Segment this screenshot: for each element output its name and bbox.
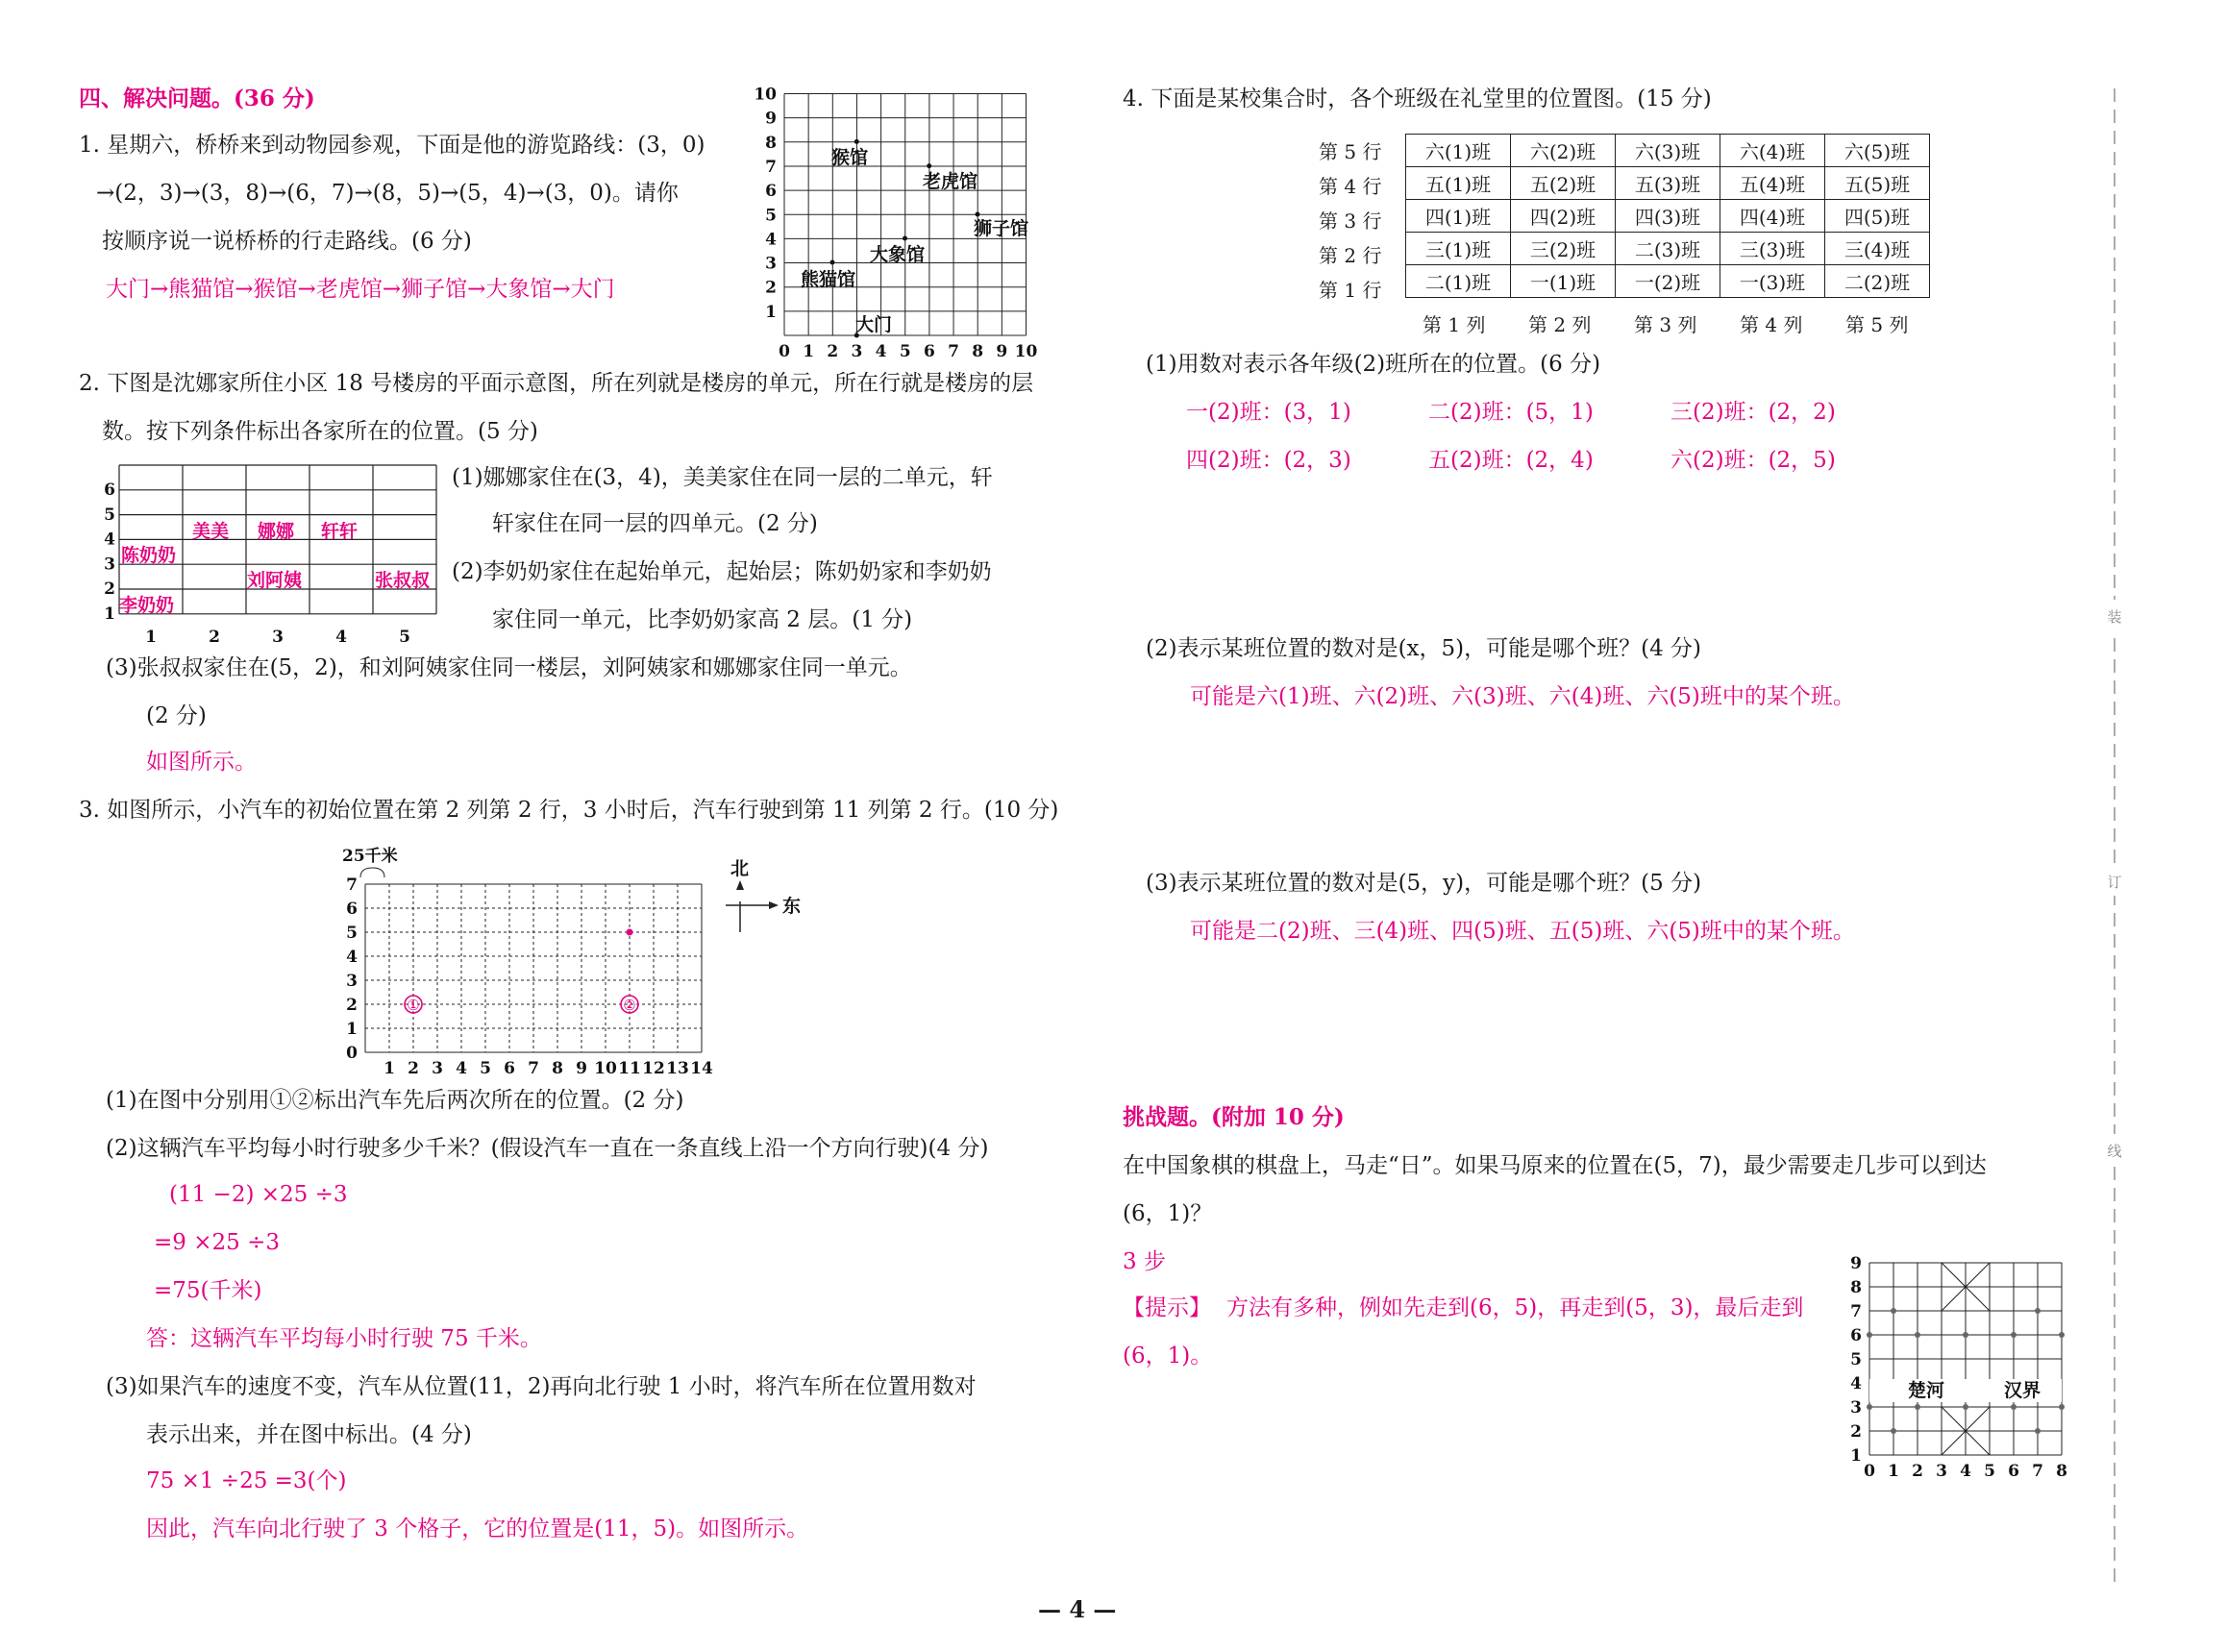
zoo-x-tick: 8: [972, 342, 984, 361]
class-cell: 四(1)班: [1406, 200, 1511, 233]
board-point: [1915, 1332, 1920, 1338]
q2-cond-2a: (2)李奶奶家住在起始单元，起始层；陈奶奶家和李奶奶: [452, 559, 992, 584]
class-cell: 一(1)班: [1511, 265, 1616, 298]
challenge-heading: 挑战题。(附加 10 分): [1123, 1104, 1345, 1130]
q4-answer-2: 可能是六(1)班、六(2)班、六(3)班、六(4)班、六(5)班中的某个班。: [1190, 684, 1855, 709]
class-row: [1406, 265, 1930, 298]
q2-cond-3b: (2 分): [146, 703, 207, 728]
class-cell: 五(4)班: [1720, 167, 1825, 200]
car-x-tick: 11: [618, 1059, 641, 1078]
board-point: [2035, 1428, 2041, 1434]
chess-y-tick: 5: [1850, 1350, 1862, 1369]
q3-calc-5: 75 ×1 ÷25 =3(个): [146, 1468, 347, 1493]
car-x-tick: 7: [528, 1059, 539, 1078]
class-cell: 一(2)班: [1616, 265, 1720, 298]
car-y-tick: 0: [346, 1044, 358, 1063]
class-cell: 五(1)班: [1406, 167, 1511, 200]
apt-y-tick: 5: [104, 505, 115, 525]
label-elephant: 大象馆: [870, 244, 926, 265]
q1-text-2: →(2，3)→(3，8)→(6，7)→(8，5)→(5，4)→(3，0)。请你: [96, 181, 679, 206]
car-x-tick: 14: [690, 1059, 713, 1078]
chess-y-tick: 7: [1850, 1302, 1862, 1321]
section-heading: 四、解决问题。(36 分): [79, 86, 315, 111]
label-gate: 大门: [855, 314, 893, 335]
class-cell: 五(2)班: [1511, 167, 1616, 200]
board-point: [1867, 1332, 1872, 1338]
label-tiger: 老虎馆: [923, 171, 978, 192]
car-x-tick: 5: [480, 1059, 491, 1078]
class-cell: 二(2)班: [1825, 265, 1930, 298]
car-y-tick: 5: [346, 924, 358, 943]
q2-cond-1b: 轩家住在同一层的四单元。(2 分): [492, 511, 818, 536]
zoo-map: [740, 81, 1057, 359]
q4-ans-1: 一(2)班：(3，1): [1186, 400, 1351, 425]
board-point: [1915, 1404, 1920, 1410]
apartment-grid: [96, 457, 452, 650]
chess-x-tick: 1: [1888, 1462, 1899, 1481]
car-y-tick: 2: [346, 996, 358, 1015]
scale-label: 25千米: [342, 847, 398, 866]
q2-cond-2b: 家住同一单元，比李奶奶家高 2 层。(1 分): [492, 607, 913, 632]
q4-ans-2: 二(2)班：(5，1): [1428, 400, 1594, 425]
class-row: [1406, 233, 1930, 265]
q2-cond-1a: (1)娜娜家住在(3，4)，美美家住在同一层的二单元，轩: [452, 465, 993, 490]
river-right-label: 汉界: [2004, 1380, 2041, 1401]
apt-y-tick: 1: [104, 604, 115, 624]
q3-text-1: 3. 如图所示，小汽车的初始位置在第 2 列第 2 行，3 小时后，汽车行驶到第 11 列第 2 行。(10 分): [79, 798, 1059, 823]
board-point: [2035, 1308, 2041, 1314]
point-elephant: [903, 236, 907, 241]
car-x-tick: 8: [552, 1059, 563, 1078]
zoo-x-tick: 0: [779, 342, 790, 361]
hint-label: 【提示】: [1123, 1295, 1211, 1320]
board-point: [1891, 1308, 1896, 1314]
q2-cond-3a: (3)张叔叔家住在(5，2)，和刘阿姨家住同一楼层，刘阿姨家和娜娜家住同一单元。: [106, 655, 912, 680]
binding-line: [2103, 88, 2126, 1588]
hint-text-2: (6，1)。: [1123, 1344, 1213, 1368]
col-label: 第 3 列: [1634, 313, 1697, 336]
class-cell: 一(3)班: [1720, 265, 1825, 298]
zoo-x-tick: 1: [803, 342, 815, 361]
q4-part-2: (2)表示某班位置的数对是(x，5)，可能是哪个班？(4 分): [1146, 636, 1702, 661]
cell-liu: 刘阿姨: [247, 570, 303, 591]
zoo-x-tick: 7: [948, 342, 959, 361]
mark-2: ②: [623, 997, 636, 1014]
car-x-tick: 1: [384, 1059, 395, 1078]
zoo-x-tick: 5: [899, 342, 911, 361]
board-point: [2059, 1404, 2065, 1410]
mark-3-point: [627, 929, 633, 936]
zoo-y-tick: 10: [754, 85, 777, 105]
class-table: [1405, 134, 1930, 298]
car-grid: [317, 836, 817, 1076]
apt-x-tick: 3: [272, 628, 284, 647]
class-cell: 六(1)班: [1406, 135, 1511, 167]
class-cell: 四(5)班: [1825, 200, 1930, 233]
q4-intro: 4. 下面是某校集合时，各个班级在礼堂里的位置图。(15 分): [1123, 86, 1712, 111]
q2-text-2: 数。按下列条件标出各家所在的位置。(5 分): [102, 419, 538, 444]
car-x-tick: 10: [594, 1059, 617, 1078]
label-panda: 熊猫馆: [801, 269, 856, 290]
zoo-y-tick: 6: [765, 182, 777, 202]
chess-x-tick: 7: [2032, 1462, 2043, 1481]
col-label: 第 2 列: [1528, 313, 1592, 336]
board-point: [1963, 1404, 1968, 1410]
q3-part-3b: 表示出来，并在图中标出。(4 分): [146, 1422, 472, 1447]
q2-text-1: 2. 下图是沈娜家所住小区 18 号楼房的平面示意图，所在列就是楼房的单元，所在行就是楼房的层: [79, 371, 1034, 396]
car-y-tick: 1: [346, 1020, 358, 1039]
car-y-tick: 6: [346, 900, 358, 919]
zoo-y-tick: 9: [765, 109, 777, 129]
col-label: 第 5 列: [1845, 313, 1909, 336]
class-cell: 二(3)班: [1616, 233, 1720, 265]
east-label: 东: [782, 896, 802, 917]
zoo-x-tick: 3: [851, 342, 863, 361]
q1-text-3: 按顺序说一说桥桥的行走路线。(6 分): [102, 229, 472, 254]
cell-chen: 陈奶奶: [121, 545, 177, 566]
q3-part-3a: (3)如果汽车的速度不变，汽车从位置(11，2)再向北行驶 1 小时，将汽车所在位置用数对: [106, 1374, 977, 1399]
car-x-tick: 2: [408, 1059, 419, 1078]
q4-part-1: (1)用数对表示各年级(2)班所在的位置。(6 分): [1146, 352, 1601, 377]
cell-xuanxuan: 轩轩: [321, 521, 359, 542]
class-cell: 五(3)班: [1616, 167, 1720, 200]
chess-y-tick: 1: [1850, 1446, 1862, 1466]
board-point: [1891, 1428, 1896, 1434]
q4-ans-4: 四(2)班：(2，3): [1186, 448, 1351, 473]
apt-y-tick: 2: [104, 579, 115, 600]
chess-x-tick: 5: [1984, 1462, 1995, 1481]
class-row: [1406, 135, 1930, 167]
class-cell: 六(5)班: [1825, 135, 1930, 167]
class-row: [1406, 200, 1930, 233]
point-tiger: [927, 163, 931, 168]
zoo-x-tick: 9: [996, 342, 1008, 361]
chess-x-tick: 8: [2056, 1462, 2067, 1481]
point-monkey: [854, 139, 859, 144]
chess-x-tick: 0: [1864, 1462, 1875, 1481]
car-x-tick: 4: [456, 1059, 467, 1078]
cell-nana: 娜娜: [258, 521, 295, 542]
apt-x-tick: 4: [335, 628, 347, 647]
cell-zhang: 张叔叔: [375, 570, 431, 591]
zoo-x-tick: 4: [875, 342, 887, 361]
zoo-y-tick: 2: [765, 278, 777, 298]
class-cell: 六(3)班: [1616, 135, 1720, 167]
row-label: 第 5 行: [1319, 140, 1382, 163]
apt-x-tick: 1: [145, 628, 157, 647]
river-left-label: 楚河: [1908, 1380, 1945, 1401]
binding-char-3: 线: [2107, 1143, 2122, 1160]
cell-meimei: 美美: [192, 521, 230, 542]
zoo-x-tick: 10: [1014, 342, 1038, 361]
car-x-tick: 9: [576, 1059, 587, 1078]
chess-x-tick: 3: [1936, 1462, 1947, 1481]
binding-char-2: 订: [2107, 874, 2122, 891]
apt-x-tick: 5: [399, 628, 410, 647]
q4-ans-5: 五(2)班：(2，4): [1428, 448, 1594, 473]
north-label: 北: [730, 858, 750, 879]
board-point: [1867, 1404, 1872, 1410]
q3-calc-3: =75(千米): [154, 1278, 262, 1303]
q3-answer-3: 因此，汽车向北行驶了 3 个格子，它的位置是(11，5)。如图所示。: [146, 1516, 809, 1541]
q3-calc-2: =9 ×25 ÷3: [154, 1230, 280, 1255]
chess-x-tick: 4: [1960, 1462, 1971, 1481]
car-y-tick: 4: [346, 948, 358, 967]
car-y-tick: 7: [346, 875, 358, 895]
q1-text-1: 1. 星期六，桥桥来到动物园参观，下面是他的游览路线：(3，0): [79, 133, 705, 158]
q1-answer: 大门→熊猫馆→猴馆→老虎馆→狮子馆→大象馆→大门: [106, 277, 615, 302]
board-point: [2011, 1332, 2017, 1338]
car-y-tick: 3: [346, 972, 358, 991]
challenge-answer: 3 步: [1123, 1249, 1166, 1274]
chess-y-tick: 4: [1850, 1374, 1862, 1393]
row-label: 第 2 行: [1319, 244, 1382, 267]
class-cell: 四(3)班: [1616, 200, 1720, 233]
apt-y-tick: 6: [104, 481, 115, 500]
point-lion: [976, 212, 980, 217]
board-point: [2059, 1332, 2065, 1338]
north-arrow-icon: [736, 880, 744, 890]
challenge-text-1: 在中国象棋的棋盘上，马走“日”。如果马原来的位置在(5，7)，最少需要走几步可以到达: [1123, 1153, 1987, 1178]
apt-x-tick: 2: [209, 628, 220, 647]
car-x-tick: 12: [642, 1059, 665, 1078]
cell-li: 李奶奶: [119, 595, 175, 616]
chess-y-tick: 6: [1850, 1326, 1862, 1345]
q4-ans-6: 六(2)班：(2，5): [1670, 448, 1836, 473]
row-label: 第 1 行: [1319, 279, 1382, 302]
q3-part-1: (1)在图中分别用①②标出汽车先后两次所在的位置。(2 分): [106, 1088, 684, 1113]
chess-board: [1841, 1245, 2091, 1515]
class-cell: 五(5)班: [1825, 167, 1930, 200]
q3-answer-2: 答：这辆汽车平均每小时行驶 75 千米。: [146, 1326, 542, 1351]
challenge-text-2: (6，1)？: [1123, 1201, 1213, 1226]
row-label: 第 3 行: [1319, 210, 1382, 233]
class-cell: 二(1)班: [1406, 265, 1511, 298]
zoo-y-tick: 4: [765, 230, 777, 250]
label-lion: 狮子馆: [974, 218, 1029, 239]
car-x-tick: 13: [666, 1059, 689, 1078]
q4-ans-3: 三(2)班：(2，2): [1670, 400, 1836, 425]
east-arrow-icon: [769, 901, 779, 909]
zoo-x-tick: 6: [923, 342, 935, 361]
chess-x-tick: 6: [2008, 1462, 2019, 1481]
class-cell: 六(4)班: [1720, 135, 1825, 167]
class-cell: 三(4)班: [1825, 233, 1930, 265]
apt-y-tick: 4: [104, 530, 115, 550]
binding-char-1: 装: [2107, 608, 2122, 626]
zoo-y-tick: 8: [765, 133, 777, 153]
zoo-y-tick: 3: [765, 254, 777, 274]
class-cell: 四(2)班: [1511, 200, 1616, 233]
zoo-x-tick: 2: [827, 342, 839, 361]
class-cell: 三(3)班: [1720, 233, 1825, 265]
q4-answer-3: 可能是二(2)班、三(4)班、四(5)班、五(5)班、六(5)班中的某个班。: [1190, 919, 1855, 944]
q3-part-2: (2)这辆汽车平均每小时行驶多少千米？(假设汽车一直在一条直线上沿一个方向行驶)(4 分): [106, 1136, 989, 1161]
class-cell: 四(4)班: [1720, 200, 1825, 233]
q2-answer: 如图所示。: [146, 750, 257, 775]
chess-y-tick: 3: [1850, 1398, 1862, 1418]
board-point: [2011, 1404, 2017, 1410]
chess-y-tick: 9: [1850, 1254, 1862, 1273]
class-cell: 三(2)班: [1511, 233, 1616, 265]
col-label: 第 1 列: [1423, 313, 1486, 336]
class-cell: 三(1)班: [1406, 233, 1511, 265]
zoo-y-tick: 1: [765, 302, 777, 322]
car-x-tick: 3: [432, 1059, 443, 1078]
row-label: 第 4 行: [1319, 175, 1382, 198]
chess-x-tick: 2: [1912, 1462, 1923, 1481]
q3-calc-1: (11 −2) ×25 ÷3: [169, 1182, 348, 1207]
chess-y-tick: 8: [1850, 1278, 1862, 1297]
q4-part-3: (3)表示某班位置的数对是(5，y)，可能是哪个班？(5 分): [1146, 871, 1702, 896]
car-x-tick: 6: [504, 1059, 515, 1078]
class-row: [1406, 167, 1930, 200]
hint-text-1: 方法有多种，例如先走到(6，5)，再走到(5，3)，最后走到: [1226, 1295, 1804, 1320]
board-point: [1963, 1332, 1968, 1338]
zoo-y-tick: 5: [765, 206, 777, 226]
label-monkey: 猴馆: [831, 147, 869, 168]
class-cell: 六(2)班: [1511, 135, 1616, 167]
chess-y-tick: 2: [1850, 1422, 1862, 1442]
point-panda: [830, 260, 835, 265]
mark-1: ①: [407, 997, 420, 1014]
col-label: 第 4 列: [1740, 313, 1803, 336]
page-number: — 4 —: [1038, 1595, 1117, 1623]
zoo-y-tick: 7: [765, 157, 777, 177]
apt-y-tick: 3: [104, 555, 115, 575]
